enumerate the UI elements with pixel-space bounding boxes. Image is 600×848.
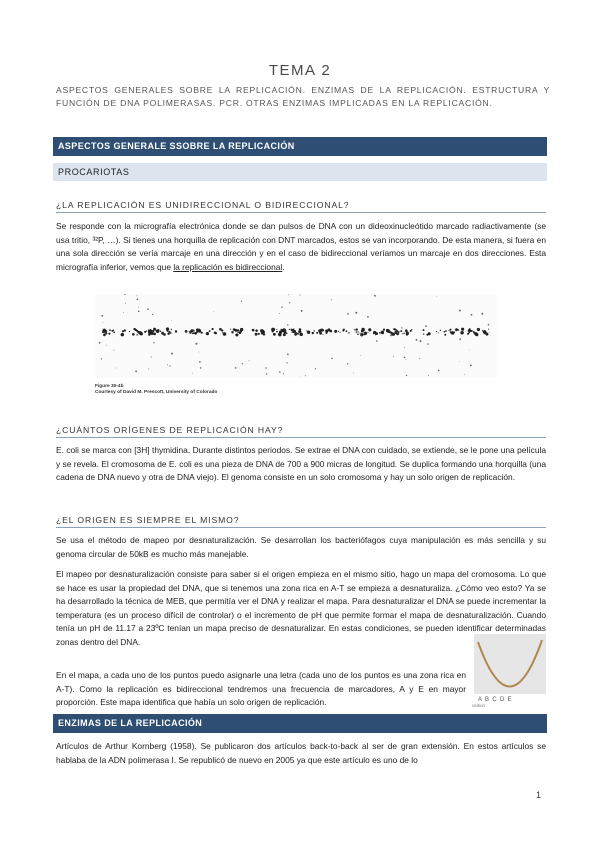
grain-dot	[233, 328, 236, 331]
background-speck	[299, 377, 300, 378]
grain-dot	[334, 330, 337, 333]
background-speck	[286, 362, 287, 363]
question-heading-direction: ¿LA REPLICACIÓN ES UNIDIRECCIONAL O BIDIRECCIONAL?	[56, 200, 546, 213]
grain-dot	[166, 330, 168, 332]
grain-dot	[168, 331, 170, 333]
background-speck	[137, 295, 138, 296]
background-speck	[420, 340, 422, 342]
grain-dot	[255, 329, 258, 332]
grain-dot	[212, 328, 214, 330]
background-speck	[406, 375, 407, 376]
background-speck	[367, 316, 369, 318]
grain-dot	[354, 329, 356, 331]
grain-dot	[271, 328, 275, 332]
paragraph-micrografia	[56, 220, 546, 274]
grain-dot	[356, 331, 357, 332]
grain-dot	[469, 328, 471, 330]
grain-dot	[400, 330, 402, 332]
background-speck	[436, 296, 437, 297]
background-speck	[279, 313, 280, 314]
grain-dot	[438, 332, 439, 333]
paragraph-end: .	[282, 261, 285, 272]
grain-dot	[104, 332, 105, 333]
question-heading-origins: ¿CUÁNTOS ORÍGENES DE REPLICACIÓN HAY?	[56, 425, 546, 438]
grain-dot	[167, 333, 169, 335]
grain-dot	[144, 331, 146, 333]
grain-dot	[389, 331, 391, 333]
grain-dot	[283, 333, 286, 336]
grain-dot	[280, 334, 281, 335]
grain-dot	[443, 331, 445, 333]
grain-dot	[405, 329, 408, 332]
background-speck	[464, 374, 465, 375]
grain-dot	[185, 330, 188, 333]
grain-dot	[221, 329, 223, 331]
background-speck	[288, 294, 289, 295]
grain-dot	[383, 329, 385, 331]
grain-dot	[189, 331, 192, 334]
grain-dot	[455, 328, 458, 331]
grain-dot	[223, 332, 227, 336]
background-speck	[265, 367, 266, 368]
background-speck	[404, 347, 405, 348]
background-speck	[404, 357, 406, 359]
background-speck	[438, 370, 440, 372]
grain-dot	[338, 331, 339, 332]
background-speck	[402, 333, 403, 334]
grain-dot	[124, 329, 126, 331]
background-speck	[279, 371, 281, 373]
background-speck	[123, 312, 124, 313]
paragraph-mapeo-text: El mapeo por desnaturalización consiste para saber si el origen empieza en el mismo sitio, hago un mapa del cromosoma. Lo que se hace es usar la propiedad del DNA, que si tenemos una zona rica en A-T se empieza a desnaturaliza. ¿Cómo veo esto? Ya se ha desarrollado la técnica de MEB, que permitía ver el DNA y realizar el mapa. Para desnaturalizar el DNA se puede incrementar la temperatura (es un proceso difícil de controlar) o el incremento de pH que permite formar el mapa de desnaturalización. Cuando tenía un pH de 11.17 a 23ºC tenían un mapa preciso de desnaturalizar. En estas condiciones, se pueden identificar determinadas zonas dentro del DNA.	[56, 569, 546, 647]
grain-dot	[129, 331, 130, 332]
background-speck	[425, 325, 427, 327]
grain-dot	[396, 332, 399, 335]
grain-dot	[196, 329, 197, 330]
background-speck	[428, 375, 429, 376]
background-speck	[169, 365, 170, 366]
grain-dot	[255, 333, 258, 336]
grain-dot	[133, 334, 135, 336]
grain-dot	[444, 334, 446, 336]
grain-dot	[436, 331, 437, 332]
background-speck	[147, 308, 149, 310]
grain-dot	[314, 330, 315, 331]
grain-dot	[448, 330, 449, 331]
background-speck	[331, 358, 333, 360]
grain-dot	[291, 330, 292, 331]
grain-dot	[103, 334, 106, 337]
grain-dot	[329, 330, 332, 333]
grain-dot	[357, 333, 359, 335]
grain-dot	[276, 329, 277, 330]
background-speck	[448, 330, 449, 331]
figure-label: Figure 30-4b	[95, 384, 124, 389]
background-speck	[470, 364, 472, 366]
paragraph-kornberg: Artículos de Arthur Kornberg (1958). Se publicaron dos artículos back-to-back al ser de gran extensión. En estos artículos se hablaba de la ADN polimerasa I. Se republicó de nuevo en 2005 ya que este artículo es uno de lo	[56, 741, 546, 765]
grain-dot	[406, 332, 409, 335]
grain-dot	[153, 333, 156, 336]
grain-dot	[231, 331, 233, 333]
grain-dot	[148, 333, 151, 336]
background-speck	[136, 334, 138, 336]
grain-dot	[148, 330, 150, 332]
grain-dot	[356, 328, 358, 330]
background-speck	[138, 307, 139, 308]
grain-dot	[294, 330, 296, 332]
background-speck	[347, 313, 349, 315]
background-speck	[199, 361, 201, 363]
page-title: TEMA 2	[268, 62, 332, 79]
grain-dot	[263, 333, 265, 335]
grain-dot	[152, 330, 154, 332]
background-speck	[289, 302, 290, 303]
background-speck	[125, 303, 126, 304]
inset-background	[474, 634, 546, 694]
background-speck	[138, 310, 140, 312]
background-speck	[124, 294, 125, 295]
background-speck	[390, 334, 392, 336]
grain-dot	[258, 333, 260, 335]
grain-dot	[252, 329, 255, 332]
figure-credit: Courtesy of David M. Prescott, University of Colorado	[95, 390, 218, 396]
grain-dot	[379, 332, 381, 334]
background-speck	[488, 324, 490, 326]
grain-dot	[206, 332, 209, 335]
grain-dot	[423, 329, 425, 331]
background-speck	[116, 368, 117, 369]
grain-dot	[171, 329, 172, 330]
background-speck	[99, 342, 101, 344]
background-speck	[287, 354, 289, 356]
inset-axis-label: osition	[472, 703, 486, 708]
grain-dot	[461, 328, 464, 331]
grain-dot	[160, 330, 162, 332]
grain-dot	[394, 329, 396, 331]
background-speck	[459, 338, 461, 340]
grain-dot	[342, 329, 344, 331]
grain-dot	[237, 331, 239, 333]
background-speck	[195, 343, 197, 345]
grain-dot	[112, 329, 114, 331]
background-speck	[283, 373, 284, 374]
grain-dot	[289, 329, 290, 330]
background-speck	[299, 294, 300, 295]
grain-dot	[292, 332, 293, 333]
grain-dot	[473, 331, 474, 332]
grain-dot	[381, 331, 385, 335]
background-speck	[406, 359, 407, 360]
grain-dot	[445, 330, 447, 332]
grain-dot	[109, 329, 111, 331]
section-heading-enzimas: ENZIMAS DE LA REPLICACIÓN	[53, 714, 547, 733]
paragraph-text: Se responde con la micrografía electrónica donde se dan pulsos de DNA con un dideoxinucleótido marcado radiactivamente (se usa tritio, ³²P, …). Si tienes una horquilla de replicación con DNT marcados, estos se van incorporando. De esta manera, si fuera en una sola dirección se vería marcaje en una dirección y en el caso de bidireccional veríamos un marcaje en dos direcciones. Esta micrografía inferior, vemos que	[56, 221, 546, 272]
background-speck	[393, 356, 394, 357]
grain-dot	[235, 333, 238, 336]
background-speck	[101, 315, 103, 317]
background-speck	[167, 364, 168, 365]
grain-dot	[201, 332, 202, 333]
background-speck	[192, 373, 193, 374]
grain-dot	[382, 330, 383, 331]
background-speck	[374, 295, 376, 297]
background-speck	[415, 339, 417, 341]
grain-dot	[121, 333, 125, 337]
section-heading-aspectos: ASPECTOS GENERALE SSOBRE LA REPLICACIÓN	[53, 137, 547, 156]
background-speck	[481, 313, 483, 315]
grain-dot	[367, 332, 368, 333]
paragraph-mapeo-intro: Se usa el método de mapeo por desnaturalización. Se desarrollan los bacteriófagos cuya manipulación es más sencilla y su genoma circular de 50kB es mucho más manejable.	[56, 535, 546, 559]
grain-dot	[146, 330, 147, 331]
grain-dot	[198, 329, 200, 331]
grain-dot	[209, 330, 211, 332]
background-speck	[194, 332, 196, 334]
subsection-procariotas: PROCARIOTAS	[53, 163, 547, 181]
background-speck	[347, 363, 348, 364]
bidirectional-highlight: la replicación es bidireccional	[173, 261, 283, 272]
grain-dot	[283, 329, 286, 332]
grain-dot	[299, 333, 303, 337]
background-speck	[135, 370, 137, 372]
grain-dot	[298, 330, 301, 333]
grain-dot	[428, 332, 431, 335]
grain-dot	[486, 333, 489, 336]
background-speck	[360, 355, 361, 356]
grain-dot	[141, 333, 143, 335]
background-speck	[331, 299, 332, 300]
grain-dot	[403, 332, 405, 334]
background-speck	[148, 369, 149, 370]
grain-dot	[440, 330, 441, 331]
grain-dot	[392, 333, 395, 336]
background-speck	[355, 312, 357, 314]
grain-dot	[237, 329, 239, 331]
grain-dot	[312, 332, 314, 334]
grain-dot	[150, 329, 151, 330]
grain-dot	[273, 333, 276, 336]
grain-dot	[348, 332, 350, 334]
background-speck	[101, 358, 102, 359]
grain-dot	[346, 330, 348, 332]
background-speck	[242, 363, 243, 364]
inset-letters: A B C D E	[478, 697, 512, 703]
grain-dot	[163, 333, 166, 336]
background-speck	[361, 335, 362, 336]
background-speck	[301, 310, 303, 312]
background-speck	[305, 375, 306, 376]
background-speck	[171, 320, 172, 321]
background-speck	[469, 350, 470, 351]
grain-dot	[105, 330, 107, 332]
background-speck	[137, 298, 139, 300]
background-speck	[241, 301, 242, 302]
background-speck	[171, 353, 173, 355]
background-speck	[235, 367, 237, 369]
grain-dot	[239, 330, 242, 333]
background-speck	[151, 357, 152, 358]
grain-dot	[483, 330, 487, 334]
background-speck	[419, 358, 420, 359]
grain-dot	[193, 330, 195, 332]
grain-dot	[357, 331, 358, 332]
denaturation-map-inset	[468, 632, 550, 708]
grain-dot	[261, 330, 264, 333]
background-speck	[427, 343, 429, 345]
grain-dot	[323, 334, 324, 335]
grain-dot	[297, 333, 299, 335]
grain-dot	[476, 334, 478, 336]
background-speck	[281, 306, 282, 307]
background-speck	[353, 373, 354, 374]
grain-dot	[423, 333, 424, 334]
grain-dot	[368, 328, 371, 331]
grain-dot	[325, 329, 328, 332]
grain-dot	[192, 333, 194, 335]
grain-dot	[488, 329, 489, 330]
background-speck	[114, 350, 115, 351]
background-speck	[103, 322, 104, 323]
grain-dot	[361, 328, 364, 331]
background-speck	[198, 352, 199, 353]
grain-dot	[113, 331, 115, 333]
grain-dot	[450, 331, 452, 333]
grain-dot	[214, 331, 216, 333]
grain-dot	[316, 332, 318, 334]
grain-dot	[276, 331, 278, 333]
background-speck	[471, 314, 473, 316]
background-speck	[489, 332, 490, 333]
background-speck	[401, 327, 402, 328]
background-speck	[266, 373, 267, 374]
background-speck	[200, 367, 202, 369]
grain-dot	[479, 329, 480, 330]
background-speck	[376, 340, 378, 342]
grain-dot	[230, 329, 231, 330]
paragraph-origins: E. coli se marca con [3H] thymidina. Durante distintos periodos. Se extrae el DNA con cuidado, se extiende, se le pone una película y se revela. El cromosoma de E. coli es una pieza de DNA de 700 a 900 micras de longitud. Se duplica formando una horquilla (una cadena de DNA nuevo y otra de DNA viejo). El genoma consiste en un solo cromosoma y hay un solo origen de replicación.	[56, 445, 546, 483]
background-speck	[287, 324, 288, 325]
grain-dot	[306, 330, 307, 331]
grain-dot	[359, 333, 360, 334]
grain-dot	[411, 329, 412, 330]
background-speck	[315, 368, 316, 369]
grain-dot	[307, 330, 310, 333]
grain-dot	[108, 333, 109, 334]
paragraph-mapa: En el mapa, a cada uno de los puntos puedo asignarle una letra (cada uno de los puntos es una zona rica en A-T). Como la replicación es bidireccional tendremos una frecuencia de marcadores, A y E en mayor proporción. Este mapa identifica que había un solo origen de replicación.	[56, 670, 466, 708]
background-speck	[459, 310, 461, 312]
page-number: 1	[536, 790, 542, 800]
background-speck	[152, 314, 153, 315]
background-speck	[106, 345, 107, 346]
grain-dot	[398, 331, 400, 333]
grain-dot	[364, 332, 367, 335]
page-subtitle: ASPECTOS GENERALES SOBRE LA REPLICACIÓN. ENZIMAS DE LA REPLICACIÓN. ESTRUCTURA Y FUNCIÓN DE DNA POLIMERASAS. PCR. OTRAS ENZIMAS IMPLICADAS EN LA REPLICACIÓN.	[56, 85, 550, 108]
background-speck	[153, 342, 154, 343]
question-heading-same-origin: ¿EL ORIGEN ES SIEMPRE EL MISMO?	[56, 515, 546, 528]
grain-dot	[453, 331, 455, 333]
grain-dot	[460, 331, 464, 335]
background-speck	[214, 311, 215, 312]
grain-dot	[449, 329, 451, 331]
grain-dot	[175, 330, 177, 332]
grain-dot	[320, 329, 323, 332]
grain-dot	[375, 332, 378, 335]
figure-caption	[95, 384, 217, 396]
grain-dot	[296, 332, 297, 333]
grain-dot	[286, 333, 288, 335]
background-speck	[249, 360, 250, 361]
grain-dot	[340, 332, 341, 333]
grain-dot	[156, 329, 159, 332]
background-speck	[459, 361, 460, 362]
micrograph-image	[95, 294, 497, 378]
